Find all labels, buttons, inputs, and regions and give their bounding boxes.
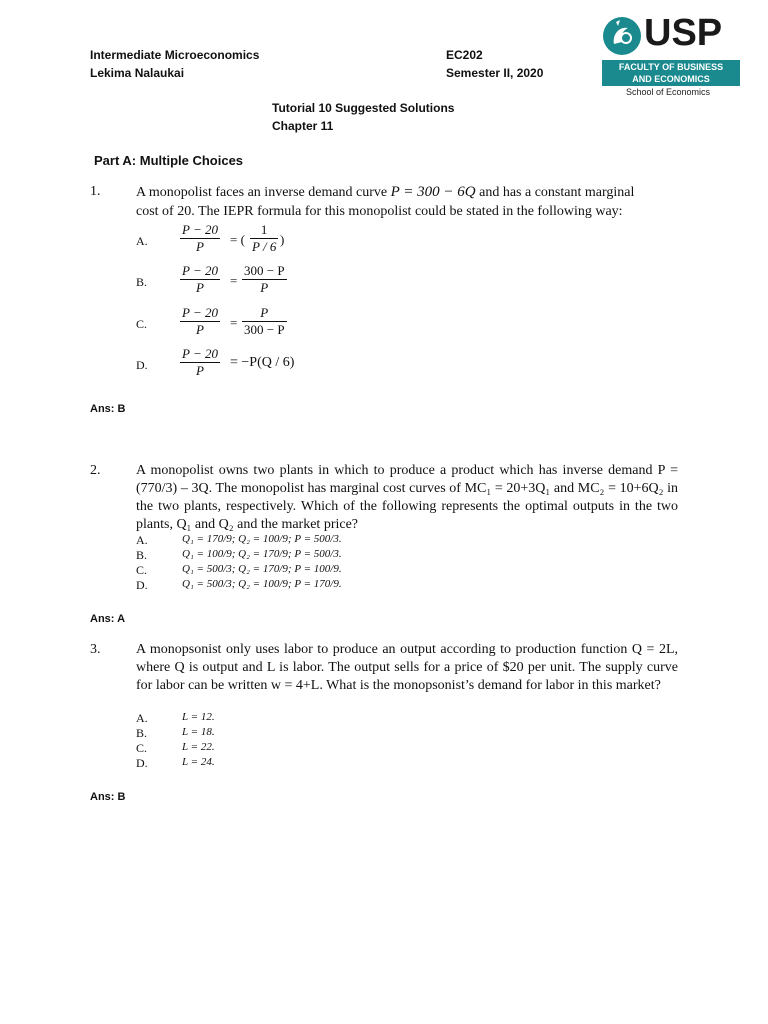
option-d-rhs: = −P(Q / 6): [230, 355, 295, 370]
question-number: 1.: [90, 184, 101, 199]
option-letter: A.: [136, 234, 148, 248]
fraction-numerator: P − 20: [182, 222, 218, 237]
usp-logo: [600, 14, 742, 100]
question-number: 2.: [90, 463, 101, 478]
option-c-lhs: [180, 305, 220, 338]
option-letter: C.: [136, 741, 148, 755]
option-b-rhs: [242, 263, 287, 296]
usp-emblem-icon: [602, 14, 642, 58]
fraction-numerator: P − 20: [182, 263, 218, 278]
question-text-line-2: cost of 20. The IEPR formula for this monopolist could be stated in the following way:: [136, 204, 623, 219]
option-c-rhs: [242, 305, 287, 338]
faculty-line-2: AND ECONOMICS: [632, 74, 710, 84]
equals-sign: =: [230, 315, 238, 330]
fraction-denominator: P: [242, 279, 287, 296]
option-text: Q₁ = 170/9; Q₂ = 100/9; P = 500/3.: [182, 533, 342, 545]
equals-sign: =: [230, 273, 238, 288]
equals-sign: = (: [230, 232, 245, 247]
faculty-line-1: FACULTY OF BUSINESS: [618, 62, 724, 72]
option-text: L = 12.: [182, 711, 215, 723]
chapter-label: Chapter 11: [272, 119, 334, 133]
option-letter: C.: [136, 317, 148, 331]
option-letter: C.: [136, 563, 148, 577]
question-text: A monopolist owns two plants in which to produce a product which has inverse demand P = (770/3) – 3Q. The monopolist has marginal cost curves of MC₁ = 20+3Q₁ and MC₂ = 10+6Q₂ in the two plants, respectively. Which of the following represents the optimal outputs in the two plants, Q₁ and Q₂ and the market price?: [136, 463, 678, 532]
fraction-numerator: P − 20: [182, 346, 218, 361]
option-letter: B.: [136, 275, 148, 289]
option-letter: D.: [136, 358, 148, 372]
fraction-numerator: P − 20: [182, 305, 218, 320]
closing-paren: ): [280, 232, 285, 247]
fraction-denominator: P / 6: [252, 239, 277, 254]
fraction-denominator: P: [180, 362, 220, 379]
semester: Semester II, 2020: [446, 66, 544, 80]
fraction-numerator: P: [260, 305, 269, 320]
answer-label: Ans: B: [90, 791, 126, 803]
document-title: Tutorial 10 Suggested Solutions: [272, 101, 455, 115]
option-b-lhs: [180, 263, 220, 296]
option-text: Q₁ = 500/3; Q₂ = 100/9; P = 170/9.: [182, 578, 342, 590]
lecturer-name: Lekima Nalaukai: [90, 66, 185, 80]
question-text: A monopolist faces an inverse demand curve: [136, 185, 391, 200]
question-number: 3.: [90, 642, 101, 657]
option-letter: D.: [136, 756, 148, 770]
option-a-rhs: [250, 222, 278, 255]
question-text: and has a constant marginal: [475, 185, 635, 200]
demand-equation: P = 300 − 6Q: [390, 184, 476, 200]
option-d-lhs: [180, 346, 220, 379]
option-text: L = 18.: [182, 726, 215, 738]
usp-wordmark: USP: [644, 12, 723, 54]
answer-label: Ans: B: [90, 403, 126, 415]
school-name: School of Economics: [626, 87, 711, 97]
option-text: L = 22.: [182, 741, 215, 753]
option-text: Q₁ = 500/3; Q₂ = 170/9; P = 100/9.: [182, 563, 342, 575]
option-a-lhs: [180, 222, 220, 255]
faculty-banner: [602, 60, 740, 86]
fraction-denominator: P: [180, 238, 220, 255]
fraction-denominator: 300 − P: [244, 322, 285, 337]
question-text-line-1: [136, 183, 634, 202]
option-letter: B.: [136, 548, 148, 562]
answer-label: Ans: A: [90, 613, 126, 625]
option-letter: D.: [136, 578, 148, 592]
option-letter: B.: [136, 726, 148, 740]
option-letter: A.: [136, 533, 148, 547]
course-name: Intermediate Microeconomics: [90, 48, 260, 62]
fraction-numerator: 300 − P: [244, 263, 285, 278]
option-text: Q₁ = 100/9; Q₂ = 170/9; P = 500/3.: [182, 548, 342, 560]
course-code: EC202: [446, 48, 483, 62]
fraction-denominator: P: [180, 321, 220, 338]
fraction-numerator: 1: [260, 222, 268, 237]
section-title: Part A: Multiple Choices: [94, 153, 244, 168]
option-text: L = 24.: [182, 756, 215, 768]
option-letter: A.: [136, 711, 148, 725]
question-text: A monopsonist only uses labor to produce an output according to production function Q = 2L, where Q is output and L is labor. The output sells for a price of $20 per unit. The supply curve for labor can be written w = 4+L. What is the monopsonist’s demand for labor in this market?: [136, 642, 678, 693]
fraction-denominator: P: [180, 279, 220, 296]
